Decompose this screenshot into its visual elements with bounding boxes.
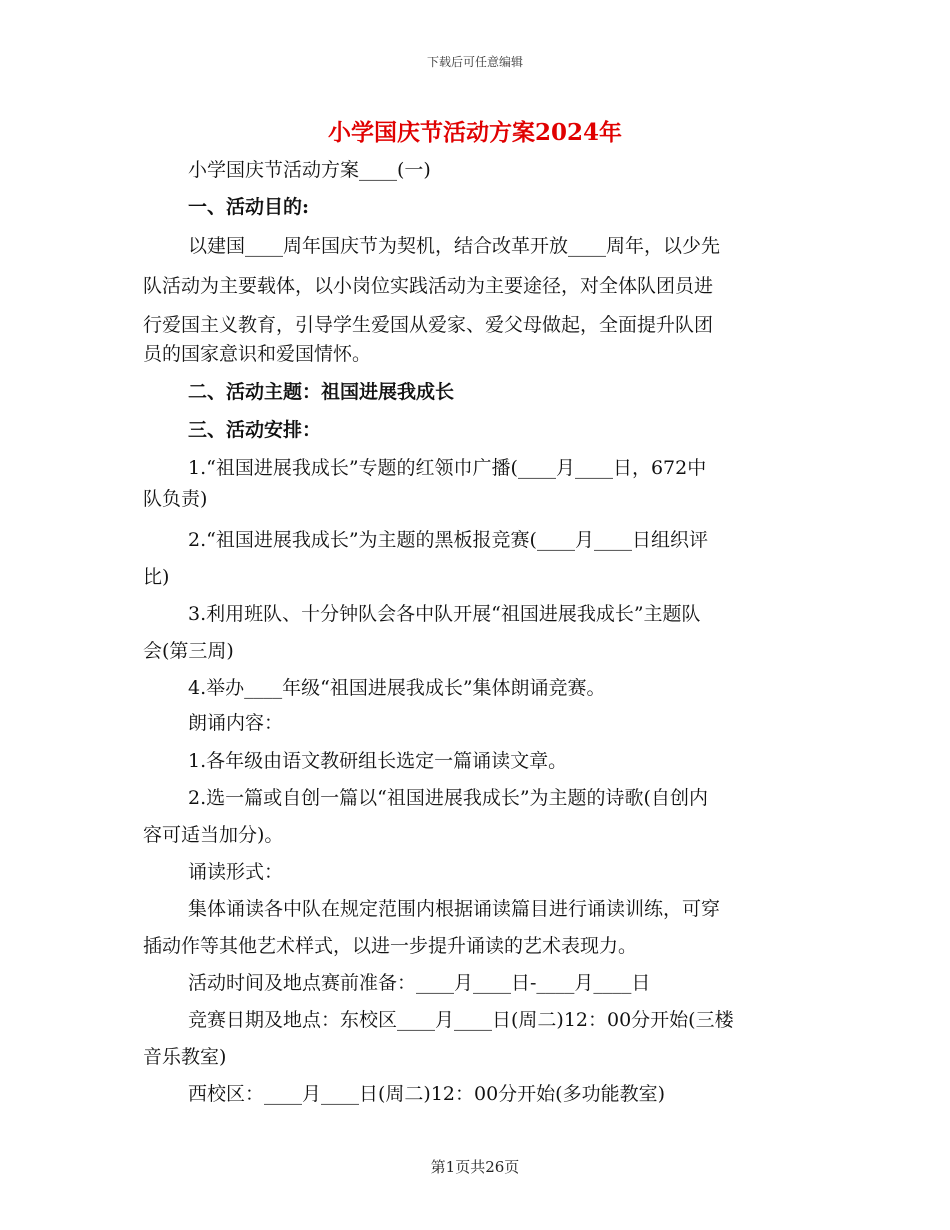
list-item-line: 4.举办____年级“祖国进展我成长”集体朗诵竞赛。 — [188, 677, 606, 699]
list-item-line: 2.“祖国进展我成长”为主题的黑板报竞赛(____月____日组织评 — [188, 529, 708, 551]
paragraph-line: 西校区：____月____日(周二)12：00分开始(多功能教室) — [188, 1083, 666, 1105]
list-item-line: 容可适当加分)。 — [143, 824, 284, 846]
section-heading-theme: 二、活动主题：祖国进展我成长 — [188, 381, 455, 403]
page-footer: 第1页共26页 — [430, 1158, 520, 1176]
paragraph-line: 集体诵读各中队在规定范围内根据诵读篇目进行诵读训练，可穿 — [188, 898, 721, 920]
paragraph-line: 竞赛日期及地点：东校区____月____日(周二)12：00分开始(三楼 — [188, 1009, 734, 1031]
section-heading-purpose: 一、活动目的: — [188, 196, 310, 218]
list-item-line: 2.选一篇或自创一篇以“祖国进展我成长”为主题的诗歌(自创内 — [188, 787, 708, 809]
paragraph-line: 行爱国主义教育，引导学生爱国从爱家、爱父母做起，全面提升队团 — [143, 314, 714, 336]
document-title: 小学国庆节活动方案2024年 — [327, 119, 622, 146]
paragraph-line: 诵读形式： — [188, 861, 284, 883]
paragraph-line: 以建国____周年国庆节为契机，结合改革开放____周年，以少先 — [188, 235, 721, 257]
list-item-line: 会(第三周) — [143, 640, 234, 662]
list-item-line: 比) — [143, 566, 170, 588]
list-item-line: 1.“祖国进展我成长”专题的红领巾广播(____月____日，672中 — [188, 457, 707, 479]
paragraph-line: 活动时间及地点赛前准备：____月____日-____月____日 — [188, 972, 651, 994]
paragraph-line: 音乐教室) — [143, 1046, 227, 1068]
list-item-line: 3.利用班队、十分钟队会各中队开展“祖国进展我成长”主题队 — [188, 603, 701, 625]
subtitle-line: 小学国庆节活动方案____(一) — [188, 159, 431, 181]
paragraph-line: 朗诵内容： — [188, 712, 284, 734]
list-item-line: 队负责) — [143, 488, 208, 510]
paragraph-line: 队活动为主要载体，以小岗位实践活动为主要途径，对全体队团员进 — [143, 275, 714, 297]
list-item-line: 1.各年级由语文教研组长选定一篇诵读文章。 — [188, 750, 568, 772]
section-heading-arrangement: 三、活动安排： — [188, 419, 322, 441]
paragraph-line: 员的国家意识和爱国情怀。 — [143, 343, 372, 365]
header-note: 下载后可任意编辑 — [426, 55, 523, 69]
paragraph-line: 插动作等其他艺术样式，以进一步提升诵读的艺术表现力。 — [143, 935, 638, 957]
